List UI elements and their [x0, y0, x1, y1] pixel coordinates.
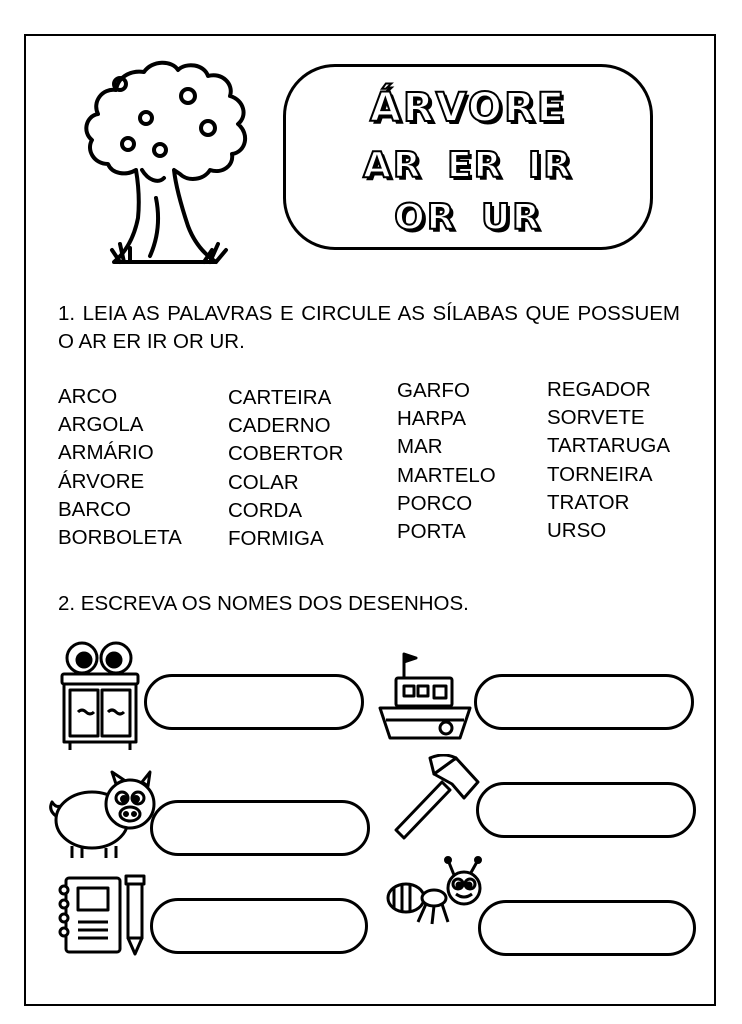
answer-box[interactable]: [476, 782, 696, 838]
word-item: TARTARUGA: [547, 434, 671, 458]
word-item: FORMIGA: [228, 527, 324, 551]
answer-box[interactable]: [150, 800, 370, 856]
word-item: URSO: [547, 519, 607, 543]
word-item: TORNEIRA: [547, 462, 653, 486]
word-item: BARCO: [58, 497, 131, 521]
word-item: BORBOLETA: [58, 526, 182, 550]
title-word: ÁRVORE: [369, 85, 567, 131]
answer-box[interactable]: [150, 898, 368, 954]
word-item: CARTEIRA: [228, 386, 332, 409]
hammer-icon: [390, 754, 486, 840]
word-item: MARTELO: [397, 463, 496, 487]
word-item: SORVETE: [547, 406, 645, 430]
word-item: MAR: [397, 435, 443, 459]
word-item: PORCO: [397, 491, 473, 515]
wardrobe-icon: [56, 638, 144, 754]
word-item: ÁRVORE: [58, 469, 145, 493]
pig-icon: [46, 768, 158, 862]
answer-box[interactable]: [144, 674, 364, 730]
word-column-2: [228, 384, 343, 553]
answer-box[interactable]: [474, 674, 694, 730]
word-item: COLAR: [228, 470, 299, 494]
instruction-2: 2. ESCREVA OS NOMES DOS DESENHOS.: [58, 592, 469, 615]
word-item: CADERNO: [228, 414, 331, 438]
notebook-icon: [56, 872, 152, 958]
boat-icon: [376, 648, 474, 744]
title-syllables-2: OR UR: [394, 197, 542, 238]
answer-box[interactable]: [478, 900, 696, 956]
word-item: ARCO: [58, 385, 118, 408]
title-syllables-1: AR ER IR: [362, 145, 574, 186]
word-item: CORDA: [228, 498, 303, 522]
word-item: GARFO: [397, 379, 470, 402]
tree-icon: [84, 58, 262, 280]
word-column-3: [397, 377, 496, 546]
word-item: ARGOLA: [58, 413, 144, 437]
word-item: TRATOR: [547, 490, 630, 514]
word-column-4: [547, 376, 670, 545]
word-item: COBERTOR: [228, 442, 344, 466]
word-item: REGADOR: [547, 378, 651, 401]
word-column-1: [58, 383, 182, 552]
ant-icon: [384, 856, 490, 928]
title-box: [283, 64, 653, 250]
instruction-1: 1. LEIA AS PALAVRAS E CIRCULE AS SÍLABAS QUE POSSUEM O AR ER IR OR UR.: [58, 302, 680, 353]
word-item: PORTA: [397, 520, 466, 544]
word-item: ARMÁRIO: [58, 441, 154, 465]
word-item: HARPA: [397, 407, 467, 431]
